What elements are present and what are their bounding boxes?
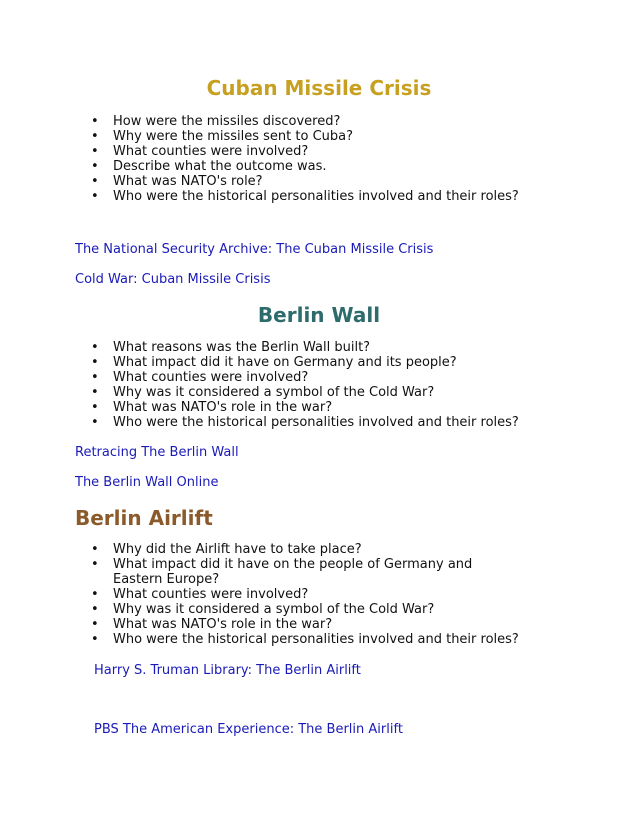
bullet-icon: • [91, 144, 99, 159]
list-item: • What counties were involved? [91, 370, 309, 385]
cuban-missile-crisis-heading: Cuban Missile Crisis [206, 76, 432, 100]
retracing-berlin-wall-link[interactable]: Retracing The Berlin Wall [75, 445, 239, 460]
list-item: • How were the missiles discovered? [91, 114, 341, 129]
bullet-icon: • [91, 159, 99, 174]
berlin-wall-questions-list [0, 340, 533, 430]
list-item: • Why were the missiles sent to Cuba? [91, 129, 354, 144]
berlin-airlift-questions-list [0, 542, 533, 647]
list-item: • What reasons was the Berlin Wall built? [91, 340, 371, 355]
bullet-icon: • [91, 174, 99, 189]
list-item: • What was NATO's role? [91, 174, 263, 189]
list-item: • What impact did it have on the people of Germany and Eastern Europe? [91, 557, 473, 587]
bullet-icon: • [91, 632, 99, 647]
cold-war-cuban-missile-crisis-link[interactable]: Cold War: Cuban Missile Crisis [75, 272, 271, 287]
bullet-icon: • [91, 129, 99, 144]
list-item: • Describe what the outcome was. [91, 159, 327, 174]
bullet-icon: • [91, 370, 99, 385]
cuban-questions-list [0, 114, 533, 204]
list-item: • Who were the historical personalities involved and their roles? [91, 189, 519, 204]
berlin-wall-heading: Berlin Wall [257, 303, 381, 327]
list-item: • Who were the historical personalities involved and their roles? [91, 415, 519, 430]
pbs-american-experience-berlin-airlift-link[interactable]: PBS The American Experience: The Berlin Airlift [94, 722, 403, 737]
list-item: • Why was it considered a symbol of the Cold War? [91, 385, 435, 400]
list-item: • What counties were involved? [91, 587, 309, 602]
berlin-wall-online-link[interactable]: The Berlin Wall Online [75, 475, 219, 490]
national-security-archive-link[interactable]: The National Security Archive: The Cuban Missile Crisis [75, 242, 434, 257]
bullet-icon: • [91, 557, 99, 572]
bullet-icon: • [91, 415, 99, 430]
bullet-icon: • [91, 542, 99, 557]
list-item: • Why did the Airlift have to take place? [91, 542, 362, 557]
berlin-airlift-heading: Berlin Airlift [75, 506, 213, 530]
bullet-icon: • [91, 400, 99, 415]
bullet-icon: • [91, 189, 99, 204]
list-item: • What impact did it have on Germany and its people? [91, 355, 457, 370]
bullet-icon: • [91, 340, 99, 355]
list-item: • Why was it considered a symbol of the Cold War? [91, 602, 435, 617]
list-item: • What counties were involved? [91, 144, 309, 159]
truman-library-berlin-airlift-link[interactable]: Harry S. Truman Library: The Berlin Airlift [94, 663, 361, 678]
list-item: • What was NATO's role in the war? [91, 400, 333, 415]
bullet-icon: • [91, 355, 99, 370]
bullet-icon: • [91, 587, 99, 602]
bullet-icon: • [91, 114, 99, 129]
bullet-icon: • [91, 385, 99, 400]
list-item: • What was NATO's role in the war? [91, 617, 333, 632]
bullet-icon: • [91, 617, 99, 632]
bullet-icon: • [91, 602, 99, 617]
list-item: • Who were the historical personalities involved and their roles? [91, 632, 519, 647]
